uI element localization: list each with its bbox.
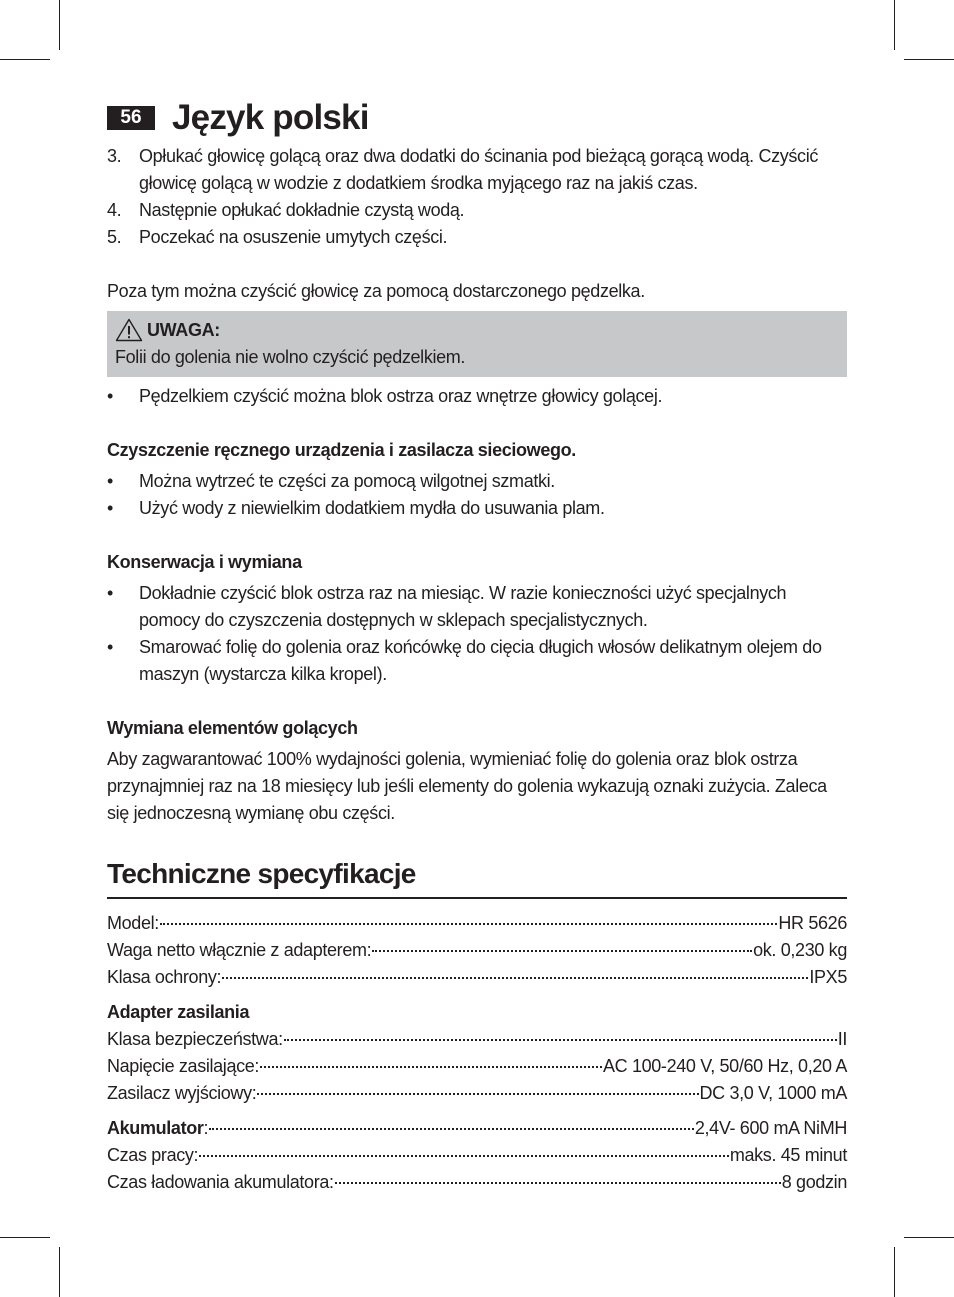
- step-item: [107, 143, 847, 197]
- adapter-heading: Adapter zasilania: [107, 1002, 250, 1022]
- spec-value: HR 5626: [778, 913, 847, 933]
- spec-label: Klasa ochrony:: [107, 967, 222, 987]
- spec-row: [107, 1026, 847, 1053]
- list-item: [107, 383, 847, 410]
- brush-note: Poza tym można czyścić głowicę za pomocą dostarczonego pędzelka.: [107, 281, 645, 301]
- dot-leader: [257, 1093, 698, 1095]
- spec-row: [107, 1053, 847, 1080]
- bullet: •: [107, 386, 113, 406]
- spec-label: Waga netto włącznie z adapterem:: [107, 940, 372, 960]
- dot-leader: [372, 950, 752, 952]
- crop-mark: [59, 0, 60, 50]
- spec-value: 2,4V- 600 mA NiMH: [694, 1118, 847, 1138]
- spec-label: Klasa bezpieczeństwa:: [107, 1029, 283, 1049]
- spec-row: [107, 1080, 847, 1107]
- spec-label: Czas pracy:: [107, 1145, 199, 1165]
- spec-label: Zasilacz wyjściowy:: [107, 1083, 257, 1103]
- crop-mark: [0, 59, 50, 60]
- page-title: Język polski: [172, 98, 369, 137]
- step-number: 4.: [107, 200, 122, 220]
- dot-leader: [209, 1128, 694, 1130]
- spec-row: [107, 937, 847, 964]
- crop-mark: [904, 59, 954, 60]
- spec-value: DC 3,0 V, 1000 mA: [699, 1083, 847, 1103]
- step-number: 3.: [107, 146, 122, 166]
- spec-label: Model:: [107, 913, 159, 933]
- specs-title: Techniczne specyfikacje: [107, 858, 416, 889]
- page-number: 56: [107, 106, 155, 130]
- replacement-heading: Wymiana elementów golących: [107, 718, 358, 738]
- dot-leader: [260, 1066, 602, 1068]
- warning-box: [107, 311, 847, 377]
- list-item: [107, 468, 847, 495]
- warning-title: UWAGA:: [147, 320, 220, 340]
- list-item: [107, 580, 847, 634]
- divider: [107, 897, 847, 899]
- list-item: [107, 495, 847, 522]
- step-number: 5.: [107, 227, 122, 247]
- warning-heading: [115, 316, 839, 344]
- warning-text: Folii do golenia nie wolno czyścić pędzelkiem.: [115, 347, 466, 367]
- step-text: Poczekać na osuszenie umytych części.: [139, 227, 448, 247]
- spec-label: Napięcie zasilające:: [107, 1056, 260, 1076]
- crop-mark: [0, 1237, 50, 1238]
- dot-leader: [335, 1182, 781, 1184]
- spec-row: [107, 1169, 847, 1196]
- maintenance-heading: Konserwacja i wymiana: [107, 552, 302, 572]
- bullet: •: [107, 583, 113, 603]
- battery-heading-colon: :: [203, 1118, 209, 1138]
- replacement-text: Aby zagwarantować 100% wydajności golenia, wymieniać folię do golenia oraz blok ostrza przynajmniej raz na 18 miesięcy lub jeśli elementy do golenia wykazują oznaki zużycia. Zaleca się jednoczesną wymianę obu części.: [107, 749, 827, 823]
- spec-row: [107, 1142, 847, 1169]
- cleaning-heading: Czyszczenie ręcznego urządzenia i zasilacza sieciowego.: [107, 440, 576, 460]
- spec-value: II: [837, 1029, 847, 1049]
- spec-label: [107, 1115, 208, 1142]
- spec-value: maks. 45 minut: [729, 1145, 847, 1165]
- spec-value: IPX5: [809, 967, 847, 987]
- dot-leader: [284, 1039, 837, 1041]
- spec-label: Czas ładowania akumulatora:: [107, 1172, 334, 1192]
- spec-value: AC 100-240 V, 50/60 Hz, 0,20 A: [602, 1056, 847, 1076]
- step-item: [107, 224, 847, 251]
- specs-list: [107, 910, 847, 1196]
- crop-mark: [894, 0, 895, 50]
- list-item-text: Dokładnie czyścić blok ostrza raz na miesiąc. W razie konieczności użyć specjalnych pomocy do czyszczenia dostępnych w sklepach specjalistycznych.: [139, 583, 787, 630]
- spec-row: [107, 964, 847, 991]
- step-text: Opłukać głowicę golącą oraz dwa dodatki do ścinania pod bieżącą gorącą wodą. Czyścić głowicę golącą w wodzie z dodatkiem środka myjącego raz na jakiś czas.: [139, 146, 818, 193]
- spec-row: [107, 1115, 847, 1142]
- main-content: [107, 143, 847, 827]
- list-item-text: Można wytrzeć te części za pomocą wilgotnej szmatki.: [139, 471, 555, 491]
- spec-row: [107, 910, 847, 937]
- step-text: Następnie opłukać dokładnie czystą wodą.: [139, 200, 465, 220]
- bullet: •: [107, 471, 113, 491]
- step-item: [107, 197, 847, 224]
- dot-leader: [160, 923, 777, 925]
- battery-heading: Akumulator: [107, 1118, 204, 1138]
- list-item-text: Pędzelkiem czyścić można blok ostrza oraz wnętrze głowicy golącej.: [139, 386, 663, 406]
- bullet: •: [107, 498, 113, 518]
- warning-triangle-icon: [115, 318, 143, 342]
- crop-mark: [894, 1247, 895, 1297]
- dot-leader: [199, 1155, 729, 1157]
- spec-value: 8 godzin: [781, 1172, 847, 1192]
- spec-value: ok. 0,230 kg: [753, 940, 847, 960]
- list-item-text: Smarować folię do golenia oraz końcówkę do cięcia długich włosów delikatnym olejem do maszyn (wystarcza kilka kropel).: [139, 637, 822, 684]
- dot-leader: [222, 977, 808, 979]
- list-item: [107, 634, 847, 688]
- crop-mark: [904, 1237, 954, 1238]
- bullet: •: [107, 637, 113, 657]
- list-item-text: Użyć wody z niewielkim dodatkiem mydła do usuwania plam.: [139, 498, 605, 518]
- crop-mark: [59, 1247, 60, 1297]
